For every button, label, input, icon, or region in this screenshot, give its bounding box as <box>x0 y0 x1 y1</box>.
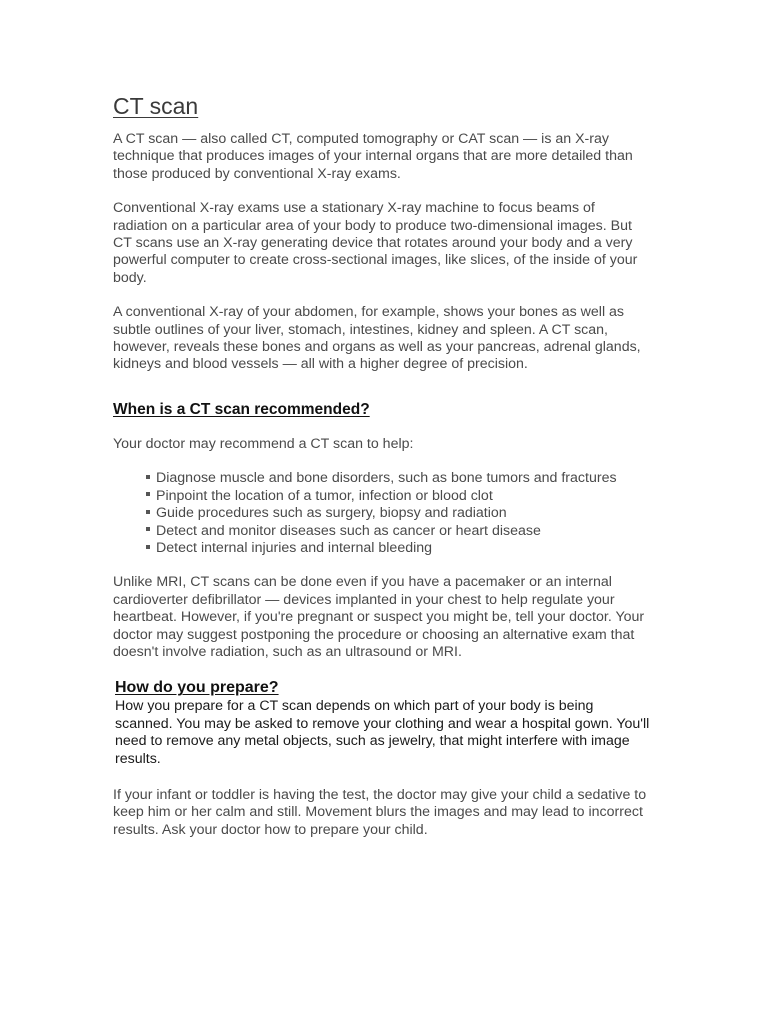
section-heading-prepare: How do you prepare? <box>115 679 279 697</box>
list-item: Guide procedures such as surgery, biopsy and radiation <box>144 505 653 522</box>
bullet-icon <box>146 545 150 549</box>
list-item: Detect and monitor diseases such as cancer or heart disease <box>144 523 653 540</box>
list-item: Diagnose muscle and bone disorders, such as bone tumors and fractures <box>144 470 653 487</box>
bullet-icon <box>146 492 150 496</box>
bullet-icon <box>146 527 150 531</box>
bullet-icon <box>146 475 150 479</box>
recommended-list <box>113 470 653 557</box>
recommended-outro: Unlike MRI, CT scans can be done even if you have a pacemaker or an internal cardioverter defibrillator — devices implanted in your chest to help regulate your heartbeat. However, if you're pregnant or suspect you might be, tell your doctor. Your doctor may suggest postponing the procedure or choosing an alternative exam that doesn't involve radiation, such as an ultrasound or MRI. <box>113 574 645 660</box>
intro-paragraph-1: A CT scan — also called CT, computed tomography or CAT scan — is an X-ray technique that produces images of your internal organs that are more detailed than those produced by conventional X-ray exams. <box>113 131 633 182</box>
intro-paragraph-2: Conventional X-ray exams use a stationary X-ray machine to focus beams of radiation on a particular area of your body to produce two-dimensional images. But CT scans use an X-ray generating device that rotates around your body and a very powerful computer to create cross-sectional images, like slices, of the inside of your body. <box>113 200 638 286</box>
recommended-intro: Your doctor may recommend a CT scan to help: <box>113 435 414 452</box>
document-page <box>113 86 653 856</box>
prepare-paragraph-1: How you prepare for a CT scan depends on which part of your body is being scanned. You may be asked to remove your clothing and wear a hospital gown. You'll need to remove any metal objects, such as jewelry, that might interfere with image results. <box>115 698 650 767</box>
bullet-icon <box>146 510 150 514</box>
intro-paragraph-3: A conventional X-ray of your abdomen, for example, shows your bones as well as subtle outlines of your liver, stomach, intestines, kidney and spleen. A CT scan, however, reveals these bones and organs as well as your pancreas, adrenal glands, kidneys and blood vessels — all with a higher degree of precision. <box>113 304 641 373</box>
section-heading-recommended: When is a CT scan recommended? <box>113 400 370 418</box>
list-item: Detect internal injuries and internal bleeding <box>144 540 653 557</box>
page-title: CT scan <box>113 93 199 119</box>
list-item: Pinpoint the location of a tumor, infection or blood clot <box>144 488 653 505</box>
prepare-paragraph-2: If your infant or toddler is having the test, the doctor may give your child a sedative to keep him or her calm and still. Movement blurs the images and may lead to incorrect results. Ask your doctor how to prepare your child. <box>113 786 647 838</box>
